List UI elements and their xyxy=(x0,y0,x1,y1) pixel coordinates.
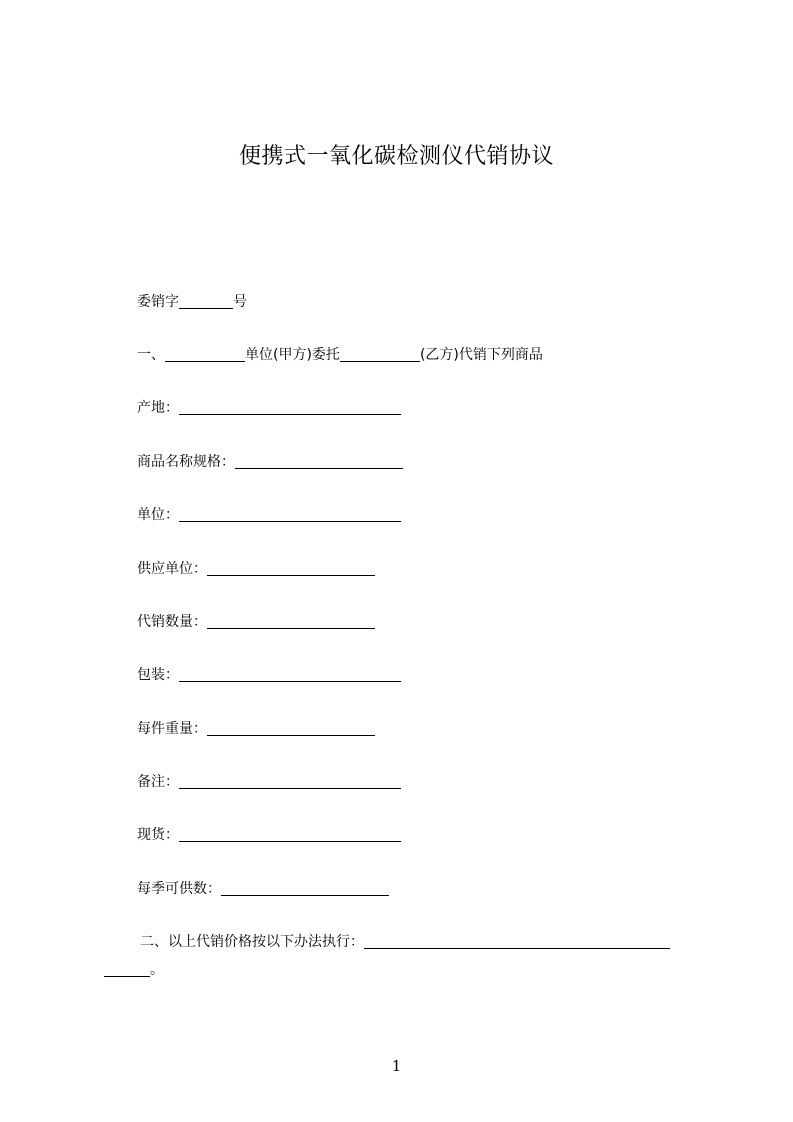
field-weight-per-piece xyxy=(137,719,375,739)
field-product-name-spec xyxy=(137,452,403,472)
entrust-suffix: 号 xyxy=(233,294,247,310)
party-a-blank[interactable] xyxy=(165,347,245,362)
clause-two-line xyxy=(140,932,670,952)
field-label: 代销数量： xyxy=(137,614,207,630)
field-blank[interactable] xyxy=(179,667,401,682)
pricing-method-blank[interactable] xyxy=(364,934,670,949)
entrust-number-line xyxy=(137,292,247,312)
field-label: 包装： xyxy=(137,667,179,683)
clause-one-line xyxy=(137,345,543,365)
clause-two-text: 二、以上代销价格按以下办法执行： xyxy=(140,934,364,950)
field-supplier xyxy=(137,559,375,579)
entrust-number-blank[interactable] xyxy=(179,294,233,309)
field-quarterly-supply xyxy=(137,879,389,899)
field-blank[interactable] xyxy=(221,881,389,896)
clause-one-party-a-text: 单位(甲方)委托 xyxy=(245,347,340,363)
party-b-blank[interactable] xyxy=(340,347,420,362)
field-label: 现货： xyxy=(137,827,179,843)
field-label: 备注： xyxy=(137,774,179,790)
field-remarks xyxy=(137,772,401,792)
field-label: 商品名称规格： xyxy=(137,454,235,470)
field-blank[interactable] xyxy=(179,507,401,522)
field-blank[interactable] xyxy=(207,561,375,576)
field-label: 产地： xyxy=(137,400,179,416)
field-label: 供应单位： xyxy=(137,561,207,577)
field-origin xyxy=(137,398,401,418)
field-blank[interactable] xyxy=(179,774,401,789)
field-packaging xyxy=(137,665,401,685)
field-blank[interactable] xyxy=(179,400,401,415)
page-number: 1 xyxy=(391,1057,402,1075)
field-blank[interactable] xyxy=(179,827,401,842)
field-blank[interactable] xyxy=(207,614,375,629)
clause-two-continuation xyxy=(104,960,164,980)
field-blank[interactable] xyxy=(235,454,403,469)
field-unit xyxy=(137,505,401,525)
clause-two-ending: 。 xyxy=(150,962,164,978)
field-in-stock xyxy=(137,825,401,845)
clause-one-party-b-text: (乙方)代销下列商品 xyxy=(419,347,543,363)
field-label: 每季可供数： xyxy=(137,881,221,897)
field-consignment-quantity xyxy=(137,612,375,632)
field-label: 单位： xyxy=(137,507,179,523)
document-title: 便携式一氧化碳检测仪代销协议 xyxy=(238,144,554,169)
field-label: 每件重量： xyxy=(137,721,207,737)
pricing-method-blank-continued[interactable] xyxy=(104,962,150,977)
entrust-prefix: 委销字 xyxy=(137,294,179,310)
field-blank[interactable] xyxy=(207,721,375,736)
clause-one-number: 一、 xyxy=(137,347,165,363)
